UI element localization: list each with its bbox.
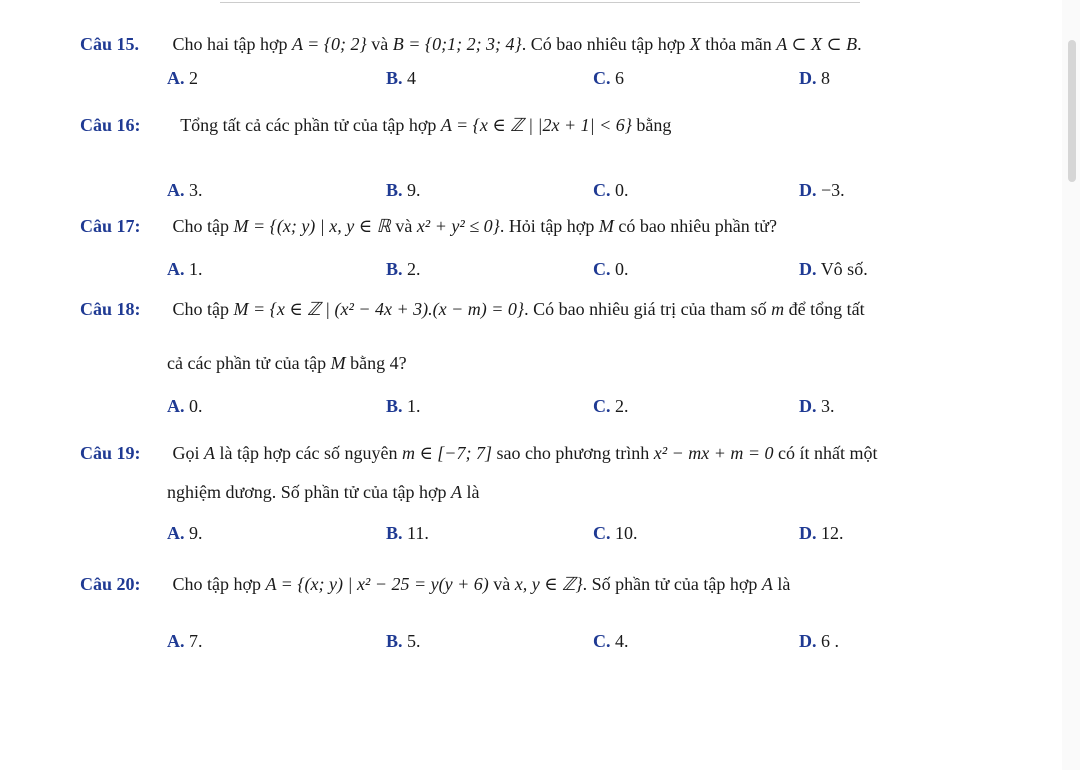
option-c: C. 0. bbox=[593, 259, 629, 279]
question-18 bbox=[80, 299, 1040, 320]
math-expression: A bbox=[451, 482, 463, 502]
question-text: . Có bao nhiêu giá trị của tham số bbox=[524, 299, 767, 319]
option-c: C. 0. bbox=[593, 180, 629, 200]
scrollbar-thumb[interactable] bbox=[1068, 40, 1076, 182]
math-expression: M bbox=[598, 216, 614, 236]
question-text: Cho hai tập hợp bbox=[172, 34, 288, 54]
question-text: . bbox=[857, 34, 862, 54]
question-19-continuation bbox=[167, 482, 480, 503]
question-text: Tổng tất cả các phần tử của tập hợp bbox=[180, 115, 437, 135]
math-expression: A = {(x; y) | x² − 25 = y(y + 6) bbox=[265, 574, 489, 594]
question-16 bbox=[80, 115, 1040, 136]
option-c: C. 6 bbox=[593, 68, 624, 88]
question-text: sao cho phương trình bbox=[496, 443, 650, 463]
top-cut-divider bbox=[220, 0, 860, 3]
question-19 bbox=[80, 443, 1040, 464]
option-a: A. 0. bbox=[167, 396, 203, 416]
question-text: . Có bao nhiêu tập hợp bbox=[521, 34, 686, 54]
question-15 bbox=[80, 34, 1040, 55]
question-text: có ít nhất một bbox=[778, 443, 878, 463]
math-expression: A bbox=[761, 574, 773, 594]
question-text: Gọi bbox=[172, 443, 200, 463]
option-d: D. 6 . bbox=[799, 631, 839, 651]
option-b: B. 9. bbox=[386, 180, 421, 200]
math-expression: A = {0; 2} bbox=[292, 34, 367, 54]
math-expression: M = {(x; y) | x, y ∈ ℝ bbox=[233, 216, 391, 236]
math-expression: A ⊂ X ⊂ B bbox=[776, 34, 858, 54]
math-expression: A bbox=[204, 443, 215, 463]
question-number: Câu 15. bbox=[80, 34, 140, 54]
question-text: . Hỏi tập hợp bbox=[499, 216, 595, 236]
option-d: D. 8 bbox=[799, 68, 830, 88]
math-expression: x² − mx + m = 0 bbox=[653, 443, 774, 463]
option-b: B. 4 bbox=[386, 68, 417, 88]
question-text: để tổng tất bbox=[788, 299, 865, 319]
math-expression: M = {x ∈ ℤ | (x² − 4x + 3).(x − m) = 0} bbox=[233, 299, 525, 319]
question-text: và bbox=[493, 574, 511, 594]
question-number: Câu 18: bbox=[80, 299, 141, 319]
math-expression: m ∈ [−7; 7] bbox=[401, 443, 492, 463]
math-expression: m bbox=[771, 299, 785, 319]
question-20 bbox=[80, 574, 1040, 595]
option-d: D. −3. bbox=[799, 180, 845, 200]
question-text: bằng 4? bbox=[350, 353, 407, 373]
question-17 bbox=[80, 216, 1040, 237]
option-a: A. 1. bbox=[167, 259, 203, 279]
question-number: Câu 20: bbox=[80, 574, 141, 594]
option-d: D. 3. bbox=[799, 396, 835, 416]
option-a: A. 2 bbox=[167, 68, 198, 88]
option-a: A. 7. bbox=[167, 631, 203, 651]
option-b: B. 11. bbox=[386, 523, 429, 543]
option-b: B. 1. bbox=[386, 396, 421, 416]
question-text: Cho tập bbox=[172, 299, 229, 319]
question-text: thỏa mãn bbox=[705, 34, 772, 54]
question-text: và bbox=[371, 34, 389, 54]
question-text: Cho tập bbox=[172, 216, 229, 236]
math-expression: x² + y² ≤ 0} bbox=[416, 216, 500, 236]
question-text: là bbox=[466, 482, 480, 502]
option-b: B. 5. bbox=[386, 631, 421, 651]
math-expression: A = {x ∈ ℤ | |2x + 1| < 6} bbox=[440, 115, 632, 135]
question-text: là tập hợp các số nguyên bbox=[219, 443, 398, 463]
option-d: D. 12. bbox=[799, 523, 844, 543]
question-text: nghiệm dương. Số phần tử của tập hợp bbox=[167, 482, 447, 502]
question-text: bằng bbox=[636, 115, 672, 135]
scrollbar-track[interactable] bbox=[1062, 0, 1080, 770]
question-text: là bbox=[777, 574, 791, 594]
question-text: . Số phần tử của tập hợp bbox=[582, 574, 758, 594]
question-number: Câu 19: bbox=[80, 443, 141, 463]
math-expression: X bbox=[689, 34, 701, 54]
question-text: và bbox=[395, 216, 413, 236]
math-expression: M bbox=[330, 353, 346, 373]
option-a: A. 9. bbox=[167, 523, 203, 543]
option-d: D. Vô số. bbox=[799, 259, 868, 279]
question-18-continuation bbox=[167, 353, 407, 374]
question-number: Câu 16: bbox=[80, 115, 141, 135]
option-c: C. 4. bbox=[593, 631, 629, 651]
option-c: C. 10. bbox=[593, 523, 638, 543]
option-a: A. 3. bbox=[167, 180, 203, 200]
question-text: Cho tập hợp bbox=[172, 574, 262, 594]
math-expression: x, y ∈ ℤ} bbox=[514, 574, 583, 594]
question-text: có bao nhiêu phần tử? bbox=[618, 216, 778, 236]
option-c: C. 2. bbox=[593, 396, 629, 416]
option-b: B. 2. bbox=[386, 259, 421, 279]
question-text: cả các phần tử của tập bbox=[167, 353, 327, 373]
question-number: Câu 17: bbox=[80, 216, 141, 236]
math-expression: B = {0;1; 2; 3; 4} bbox=[392, 34, 522, 54]
